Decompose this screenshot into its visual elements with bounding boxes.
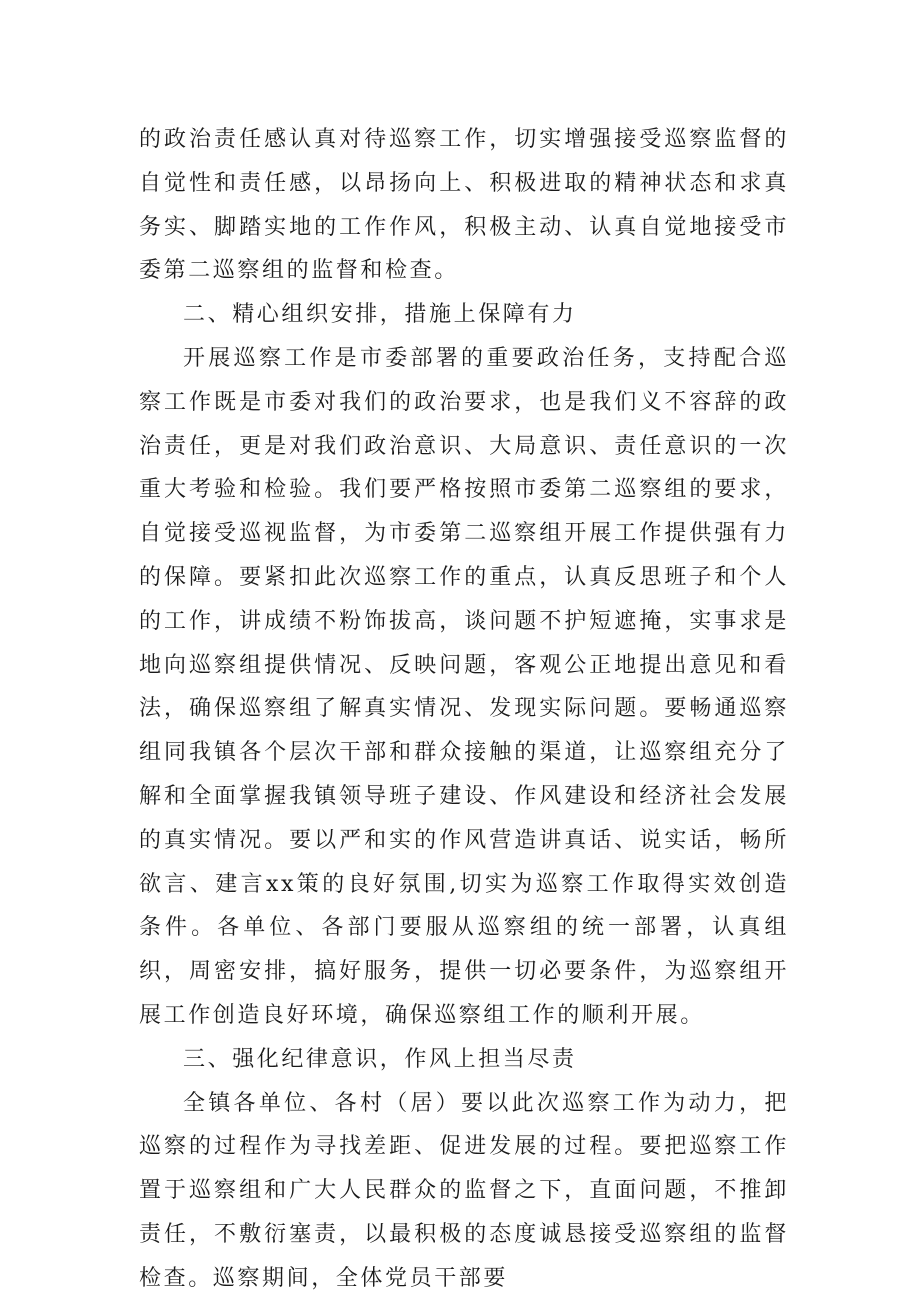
paragraph-section-3: 全镇各单位、各村（居）要以此次巡察工作为动力，把巡察的过程作为寻找差距、促进发展的过程。要把巡察工作置于巡察组和广大人民群众的监督之下，直面问题，不推卸责任，不敷衍塞责，以最积极的态度诚恳接受巡察组的监督检查。巡察期间，全体党员干部要 (139, 1090, 789, 1291)
document-body (139, 118, 789, 1301)
section-heading-3: 三、强化纪律意识，作风上担当尽责 (183, 1046, 577, 1072)
paragraph-section-2: 开展巡察工作是市委部署的重要政治任务，支持配合巡察工作既是市委对我们的政治要求，也是我们义不容辞的政治责任，更是对我们政治意识、大局意识、责任意识的一次重大考验和检验。我们要严格按照市委第二巡察组的要求，自觉接受巡视监督，为市委第二巡察组开展工作提供强有力的保障。要紧扣此次巡察工作的重点，认真反思班子和个人的工作，讲成绩不粉饰拔高，谈问题不护短遮掩，实事求是地向巡察组提供情况、反映问题，客观公正地提出意见和看法，确保巡察组了解真实情况、发现实际问题。要畅通巡察组同我镇各个层次干部和群众接触的渠道，让巡察组充分了解和全面掌握我镇领导班子建设、作风建设和经济社会发展的真实情况。要以严和实的作风营造讲真话、说实话，畅所欲言、建言xx策的良好氛围,切实为巡察工作取得实效创造条件。各单位、各部门要服从巡察组的统一部署，认真组织，周密安排，搞好服务，提供一切必要条件，为巡察组开展工作创造良好环境，确保巡察组工作的顺利开展。 (139, 345, 789, 1028)
paragraph-continuation: 的政治责任感认真对待巡察工作，切实增强接受巡察监督的自觉性和责任感，以昂扬向上、积极进取的精神状态和求真务实、脚踏实地的工作作风，积极主动、认真自觉地接受市委第二巡察组的监督和检查。 (139, 127, 789, 284)
section-heading-2: 二、精心组织安排，措施上保障有力 (183, 302, 577, 328)
